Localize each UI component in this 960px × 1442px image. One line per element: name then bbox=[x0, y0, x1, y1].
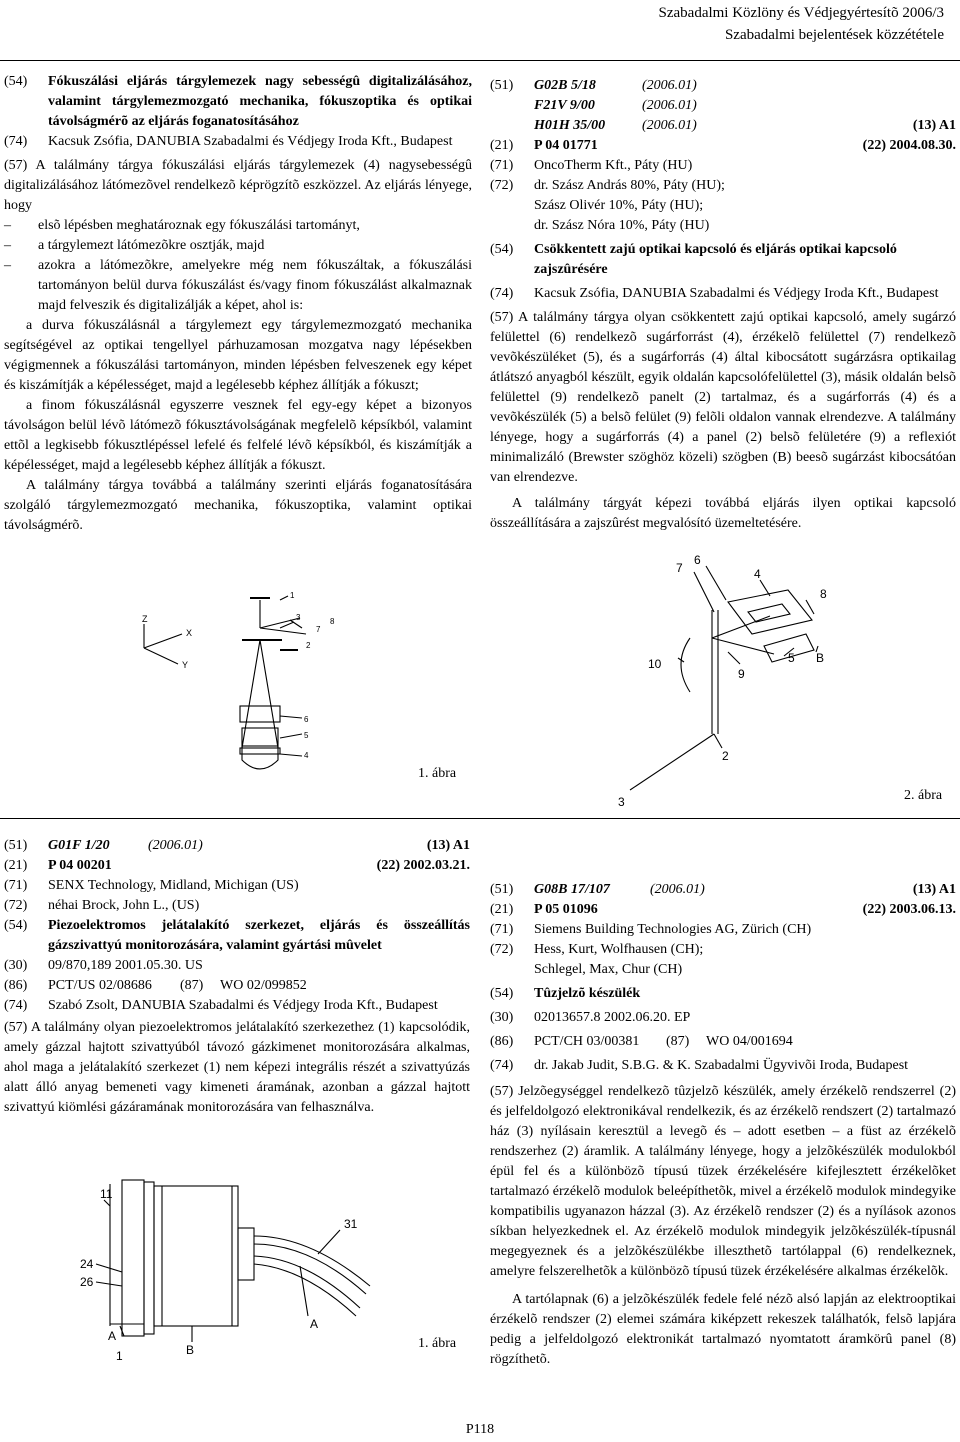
entry-4-filed: (22) 2003.06.13. bbox=[862, 902, 956, 917]
entry-3: (51) G01F 1/20 (2006.01) (13) A1 (21) P 04 00201 (22) 2002.03.21. (71) SENX Technology, Midland, Michigan (US) (72) néhai Brock, John L., (US) (54) Piezoelektromos jelátalakító szerkezet, eljárás és összeállítás gázszivattyú monitorozására, valamint gyártási mûvelet (30) 09/870,189 2001.05.30. US (86) PCT/US 02/08686 (87) WO 02/099852 (74) Szabó Zsolt, DANUBIA Szabadalmi és Védjegy Iroda Kft., Budapest (57) A találmány olyan piezoelektromos jelátalakító szerkezethez (1) kapcsolódik, amely gázzal hajtott szivattyúból távozó gázkimenet monitorozására alkalmas, ahol maga a jelátalakító szerkezet (1) nem képezi integrális részét a szivattyúzás alatt álló anyag bemeneti vagy kimeneti áramának, azonban a gázzal hajtott szivattyú kiömlési gázáramának monitorozására van felhasználva. bbox=[4, 836, 470, 1118]
entry-4-abstract: (57) Jelzõegységgel rendelkezõ tûzjelzõ készülék, amely érzékelõ rendszerrel (2) és jelfeldolgozó elektronikával rendelkezik, és az érzékelõ rendszert (2) tartalmazó ház (3) nyílásain keresztül a levegõ és – adott esetben – a füst az érzékelõ rendszerhez (2) áramlik. A találmány lényege, hogy a jelzõkészülék modulokból épül fel és a különbözõ típusú tüzek érzékelésére kifejlesztett érzékelõket tartalmazó érzékelõ modulok beleépíthetõk, mivel a érzékelõ modulok mindegyike kompatibilis ugyanazon házzal (3). Az érzékelõ rendszer (2) és a nyílások azonos síkban helyezkednek el. Az érzékelõ modulok mindegyik jelzõkészülék-típusnál megegyeznek és a jelzõkészülékbe illeszthetõ tartólappal (6) rendelkeznek, amelyre felszerelhetõk a különbözõ típusú tüzek érzékelésére alkalmas érzékelõk. bbox=[490, 1084, 956, 1279]
entry-1-fig-num: 3 bbox=[296, 613, 301, 622]
page-header bbox=[659, 2, 945, 46]
entry-1-figure-label: 1. ábra bbox=[418, 766, 457, 781]
entry-2-fig-num: 6 bbox=[694, 553, 701, 567]
entry-2-fig-num: 3 bbox=[618, 795, 625, 809]
entry-2-class-1: G02B 5/18 bbox=[534, 78, 596, 93]
entry-3-pct: PCT/US 02/08686 bbox=[48, 978, 152, 993]
entry-2-fig-num: 5 bbox=[788, 651, 795, 665]
entry-4-class: G08B 17/107 bbox=[534, 882, 610, 897]
entry-4-priority: 02013657.8 2002.06.20. EP bbox=[534, 1010, 691, 1025]
journal-title: Szabadalmi Közlöny és Védjegyértesítõ 2006/3 bbox=[658, 5, 944, 21]
entry-3-appno: P 04 00201 bbox=[48, 858, 112, 873]
entry-2-fig-num: 10 bbox=[648, 657, 662, 671]
entry-2-abstract-2: A találmány tárgyát képezi továbbá eljárás ilyen optikai kapcsoló összeállítására a zajszûrést megvalósító üzemeltetésére. bbox=[490, 496, 956, 531]
header-rule bbox=[0, 60, 960, 61]
entry-2-fig-num: B bbox=[816, 651, 825, 665]
entry-3-fig-num: 1 bbox=[116, 1349, 123, 1363]
entry-2-applicant: OncoTherm Kft., Páty (HU) bbox=[534, 158, 693, 173]
entry-3-fig-num: 26 bbox=[80, 1275, 94, 1289]
entry-2-fig-num: 9 bbox=[738, 667, 745, 681]
page-number: P118 bbox=[465, 1422, 495, 1437]
entry-3-fig-num: 11 bbox=[100, 1187, 113, 1201]
entry-2-figure bbox=[610, 552, 880, 814]
entry-4-agent: dr. Jakab Judit, S.B.G. & K. Szabadalmi Ügyvivõi Iroda, Budapest bbox=[534, 1058, 909, 1073]
entry-1-title: Fókuszálási eljárás tárgylemezek nagy sebességû digitalizálásához, valamint tárgylemezmozgató mechanika, fókuszoptika és optikai távolságmérõ az eljárás foganatosításához bbox=[48, 74, 472, 129]
entry-1-agent-row: (74) Kacsuk Zsófia, DANUBIA Szabadalmi és Védjegy Iroda Kft., Budapest bbox=[4, 132, 472, 152]
mid-rule bbox=[0, 818, 960, 819]
entry-2-appno: P 04 01771 bbox=[534, 138, 598, 153]
entry-1-figure bbox=[130, 588, 370, 784]
entry-1-title-row: (54) Fókuszálási eljárás tárgylemezek nagy sebességû digitalizálásához, valamint tárgylemezmozgató mechanika, fókuszoptika és optikai távolságmérõ az eljárás foganatosításához bbox=[4, 72, 472, 132]
entry-1-fine: a finom fókuszálásnál egyszerre vesznek fel egy-egy képet a bizonyos távolságon belül lévõ látómezõ fókusztávolságának megfelelõ képsíkból, valamint ettõl a legkisebb fókusztlépéssel lefelé és felfelé lévõ képsíkból, és kiszámítják a képélességet, majd a legélesebb képhez állítják a fókuszt. bbox=[4, 398, 472, 473]
entry-1-fig-num: 7 bbox=[316, 625, 321, 634]
entry-3-figure bbox=[70, 1176, 390, 1366]
entry-2-fig-num: 7 bbox=[676, 561, 683, 575]
entry-1-abstract: (57) A találmány tárgya fókuszálási eljárás tárgylemezek (4) nagysebességû digitalizálásához látómezõvel rendelkezõ képrögzítõ eszközzel. Az eljárás lényege, hogy bbox=[4, 158, 472, 213]
entry-2-abstract: (57) A találmány tárgya olyan csökkentett zajú optikai kapcsoló, amely sugárzó felülettel (6) rendelkezõ sugárforrást (4), érzékelõ felülettel (7) rendelkezõ vevõkészüléket (5), és a sugárforrás (4) által kibocsátott sugárzásra optikailag átlátszó anyagból készült, egyik oldalán kapcsolófelülettel (3), másik oldalán belsõ felülettel (9) rendelkezõ panelt (2) tartalmaz, és a sugárforrás (4) és a vevõkészülék (5) a belsõ felület (9) felõli oldalon vannak elrendezve. A találmány lényege, hogy a sugárforrás (4) a panel (2) belsõ felületére (9) a reflexiót minimalizáló (Brewster szöghöz közeli) szögben (B) beesõ sugárzást kibocsátóan van elrendezve. bbox=[490, 310, 956, 485]
entry-1-dash-3: – azokra a látómezõkre, amelyekre még nem fókuszáltak, a fókuszálási tartományon belül durva fókuszálást és/vagy finom fókuszálást alkalmaznak majd felveszik és digitalizálják a képet, ahol is: bbox=[4, 258, 472, 313]
entry-1-fig-axis-x: X bbox=[186, 628, 193, 638]
entry-1-fig-num: 5 bbox=[304, 731, 309, 740]
entry-2-class-2: F21V 9/00 bbox=[534, 98, 595, 113]
entry-4: (51) G08B 17/107 (2006.01) (13) A1 (21) P 05 01096 (22) 2003.06.13. (71) Siemens Building Technologies AG, Zürich (CH) (72) Hess, Kurt, Wolfhausen (CH); Schlegel, Max, Chur (CH) (54) Tûzjelzõ készülék (30) 02013657.8 2002.06.20. EP (86) PCT/CH 03/00381 (87) WO 04/001694 (74) dr. Jakab Judit, S.B.G. & K. Szabadalmi Ügyvivõi Iroda, Budapest (57) Jelzõegységgel rendelkezõ tûzjelzõ készülék, amely érzékelõ rendszerrel (2) és jelfeldolgozó elektronikával rendelkezik, és az érzékelõ rendszert (2) tartalmazó ház (3) nyílásain keresztül a levegõ és – adott esetben – a füst az érzékelõ rendszerhez (2) áramlik. A találmány lényege, hogy a jelzõkészülék modulokból épül fel és a különbözõ típusú tüzek érzékelésére kifejlesztett érzékelõket tartalmazó érzékelõ modulok beleépíthetõk, mivel a érzékelõ modulok mindegyike kompatibilis ugyanazon házzal (3). Az érzékelõ rendszer (2) és a nyílások azonos síkban helyezkednek el. Az érzékelõ modulok mindegyik jelzõkészülék-típusnál megegyeznek és a jelzõkészülékbe illeszthetõ tartólappal (6) rendelkeznek, amelyre felszerelhetõk a különbözõ típusú tüzek érzékelésére alkalmas érzékelõk. A tartólapnak (6) a jelzõkészülék fedele felé nézõ alsó lapján az elektrooptikai érzékelõ rendszer (2) elemei számára kiképzett rekeszek találhatók, felsõ lapjára pedig a jelfeldolgozó elektronikát tartalmazó nyomtatott áramkörû panel (8) rögzíthetõ. bbox=[490, 880, 956, 1370]
entry-1-fig-num: 6 bbox=[304, 715, 309, 724]
entry-4-wo: WO 04/001694 bbox=[706, 1034, 793, 1049]
entry-4-inventors: Hess, Kurt, Wolfhausen (CH); Schlegel, Max, Chur (CH) bbox=[534, 942, 704, 977]
entry-4-title: Tûzjelzõ készülék bbox=[534, 986, 641, 1001]
entry-3-agent: Szabó Zsolt, DANUBIA Szabadalmi és Védjegy Iroda Kft., Budapest bbox=[48, 998, 438, 1013]
entry-4-appno: P 05 01096 bbox=[534, 902, 598, 917]
section-title: Szabadalmi bejelentések közzététele bbox=[724, 27, 944, 43]
entry-2: (51) G02B 5/18 (2006.01) F21V 9/00 (2006.01) H01H 35/00 (2006.01) (13) A1 (21) P 04 01771 (22) 2004.08.30. (71) OncoTherm Kft., Páty (HU) (72) dr. Szász András 80%, Páty (HU); Szász Olivér 10%, Páty (HU); dr. Szász Nóra 10%, Páty (HU) (54) Csökkentett zajú optikai kapcsoló és eljárás optikai kapcsoló zajszûrésére (74) Kacsuk Zsófia, DANUBIA Szabadalmi és Védjegy Iroda Kft., Budapest (57) A találmány tárgya olyan csökkentett zajú optikai kapcsoló, amely sugárzó felülettel (6) rendelkezõ sugárforrást (4), érzékelõ felülettel (7) rendelkezõ vevõkészüléket (5), és a sugárforrás (4) által kibocsátott sugárzásra optikailag átlátszó anyagból készült, egyik oldalán kapcsolófelülettel (3), másik oldalán belsõ felülettel (9) rendelkezõ panelt (2) tartalmaz, és a sugárforrás (4) és a vevõkészülék (5) a belsõ felület (9) felõli oldalon vannak elrendezve. A találmány lényege, hogy a sugárforrás (4) a panel (2) belsõ felületére (9) a reflexiót minimalizáló (Brewster szöghöz közeli) szögben (B) beesõ sugárzást kibocsátóan van elrendezve. A találmány tárgyát képezi továbbá eljárás ilyen optikai kapcsoló összeállítására a zajszûrést megvalósító üzemeltetésére. bbox=[490, 76, 956, 534]
entry-1-fig-num: 2 bbox=[306, 641, 311, 650]
entry-2-filed: (22) 2004.08.30. bbox=[862, 138, 956, 153]
entry-3-applicant: SENX Technology, Midland, Michigan (US) bbox=[48, 878, 299, 893]
entry-2-class-3: H01H 35/00 bbox=[534, 118, 606, 133]
entry-1-fig-num: 1 bbox=[290, 591, 295, 600]
entry-1-dash-1: – elsõ lépésben meghatároznak egy fókuszálási tartományt, bbox=[4, 218, 360, 233]
entry-3-priority: 09/870,189 2001.05.30. US bbox=[48, 958, 203, 973]
entry-1-fig-axis-z: Z bbox=[142, 614, 148, 624]
entry-3-filed: (22) 2002.03.21. bbox=[376, 858, 470, 873]
entry-3-fig-num: 31 bbox=[344, 1217, 358, 1231]
entry-2-inventors: dr. Szász András 80%, Páty (HU); Szász Olivér 10%, Páty (HU); dr. Szász Nóra 10%, Páty (HU) bbox=[534, 178, 725, 233]
entry-3-title: Piezoelektromos jelátalakító szerkezet, eljárás és összeállítás gázszivattyú monitorozására, valamint gyártási mûvelet bbox=[48, 918, 470, 953]
entry-1-coarse: a durva fókuszálásnál a tárgylemezt egy tárgylemezmozgató mechanika segítségével az optikai tengellyel párhuzamosan mozgatva nagy lépésekben végigmennek a fókuszálási tartományon, minden lépésben felveszenek egy képet és kiszámítják a képélességet, majd a legélesebb képhez állítják a fókuszt; bbox=[4, 318, 472, 393]
entry-4-kind: (13) A1 bbox=[912, 882, 956, 897]
entry-2-fig-num: 8 bbox=[820, 587, 827, 601]
entry-1 bbox=[4, 72, 472, 536]
entry-1-also: A találmány tárgya továbbá a találmány szerinti eljárás foganatosítására szolgáló tárgylemezmozgató mechanika, fókuszoptika, valamint optikai távolságmérõ. bbox=[4, 478, 472, 533]
entry-2-fig-num: 4 bbox=[754, 567, 761, 581]
entry-2-title: Csökkentett zajú optikai kapcsoló és eljárás optikai kapcsoló zajszûrésére bbox=[534, 242, 897, 277]
entry-3-fig-num: A bbox=[108, 1329, 117, 1343]
entry-2-figure-label: 2. ábra bbox=[904, 788, 943, 803]
entry-1-fig-axis-y: Y bbox=[182, 660, 189, 670]
entry-1-fig-num: 8 bbox=[330, 617, 335, 626]
entry-3-fig-num: 24 bbox=[80, 1257, 94, 1271]
entry-4-pct: PCT/CH 03/00381 bbox=[534, 1034, 640, 1049]
entry-3-inventor: néhai Brock, John L., (US) bbox=[48, 898, 200, 913]
entry-3-figure-label: 1. ábra bbox=[418, 1336, 457, 1351]
entry-2-agent: Kacsuk Zsófia, DANUBIA Szabadalmi és Védjegy Iroda Kft., Budapest bbox=[534, 286, 939, 301]
entry-3-abstract: (57) A találmány olyan piezoelektromos jelátalakító szerkezethez (1) kapcsolódik, amely gázzal hajtott szivattyúból távozó gázkimenet monitorozására alkalmas, ahol maga a jelátalakító szerkezet (1) nem képezi integrális részét a szivattyúzás alatt álló anyag bemeneti vagy kimeneti áramának, azonban a gázzal hajtott szivattyú kiömlési gázáramának monitorozására van felhasználva. bbox=[4, 1020, 470, 1115]
entry-2-kind: (13) A1 bbox=[912, 118, 956, 133]
entry-4-applicant: Siemens Building Technologies AG, Zürich (CH) bbox=[534, 922, 812, 937]
entry-4-abstract-2: A tartólapnak (6) a jelzõkészülék fedele felé nézõ alsó lapján az elektrooptikai érzékelõ rendszer (2) elemei számára kiképzett rekeszek találhatók, felsõ lapjára pedig a jelfeldolgozó elektronikát tartalmazó nyomtatott áramkörû panel (8) rögzíthetõ. bbox=[490, 1292, 956, 1367]
entry-3-kind: (13) A1 bbox=[426, 838, 470, 853]
entry-2-fig-num: 2 bbox=[722, 749, 729, 763]
entry-1-fig-num: 4 bbox=[304, 751, 309, 760]
entry-1-agent: Kacsuk Zsófia, DANUBIA Szabadalmi és Védjegy Iroda Kft., Budapest bbox=[48, 134, 453, 149]
entry-3-class: G01F 1/20 bbox=[48, 838, 110, 853]
entry-3-fig-num: A bbox=[310, 1317, 319, 1331]
entry-3-wo: WO 02/099852 bbox=[220, 978, 307, 993]
entry-3-fig-num: B bbox=[186, 1343, 195, 1357]
entry-1-dash-2: – a tárgylemezt látómezõkre osztják, majd bbox=[4, 238, 265, 253]
